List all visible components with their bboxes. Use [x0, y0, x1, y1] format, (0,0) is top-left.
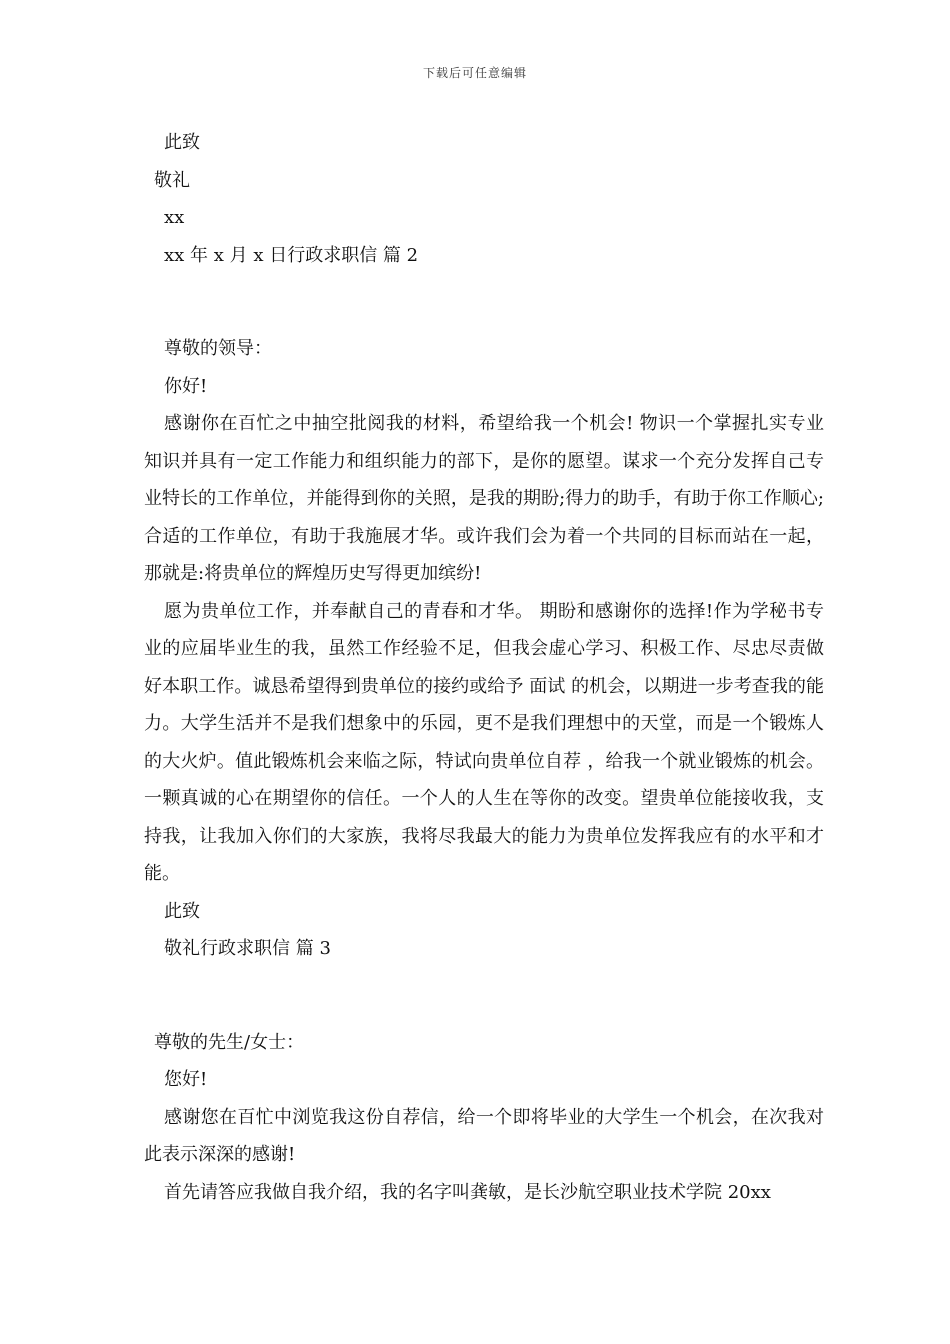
closing-regards: 敬礼 [154, 169, 190, 191]
date-and-section-title: xx 年 x 月 x 日行政求职信 篇 2 [164, 244, 419, 266]
signature: xx [164, 207, 185, 228]
spacer [144, 274, 824, 330]
letter3-greeting: 尊敬的先生/女士： [154, 1031, 305, 1053]
letter2-greeting: 尊敬的领导： [164, 338, 272, 359]
letter3-paragraph-2: 首先请答应我做自我介绍，我的名字叫龚敏，是长沙航空职业技术学院 20xx [164, 1181, 771, 1203]
letter3-hello: 您好! [164, 1069, 208, 1090]
letter2-paragraph-2: 愿为贵单位工作，并奉献自己的青春和才华。 期盼和感谢你的选择!作为学秘书专业的应届毕业生的我，虽然工作经验不足，但我会虚心学习、积极工作、尽忠尽责做好本职工作。诚恳希望得到贵单位的接约或给予 面试 的机会，以期进一步考查我的能力。大学生活并不是我们想象中的乐园，更不是我们理想中的天堂，而是一个锻炼人的大火炉。值此锻炼机会来临之际，特试向贵单位自荐 ，给我一个就业锻炼的机会。一颗真诚的心在期望你的信任。一个人的人生在等你的改变。望贵单位能接收我，支持我，让我加入你们的大家族，我将尽我最大的能力为贵单位发挥我应有的水平和才能。 [144, 600, 824, 884]
letter2-paragraph-1: 感谢你在百忙之中抽空批阅我的材料，希望给我一个机会! 物识一个掌握扎实专业知识并具有一定工作能力和组织能力的部下，是你的愿望。谋求一个充分发挥自己专业特长的工作单位，并能得到你的关照，是我的期盼;得力的助手，有助于你工作顺心;合适的工作单位，有助于我施展才华。或许我们会为着一个共同的目标而站在一起，那就是:将贵单位的辉煌历史写得更加缤纷! [144, 413, 824, 584]
document-body [144, 124, 824, 1211]
letter3-paragraph-1: 感谢您在百忙中浏览我这份自荐信，给一个即将毕业的大学生一个机会，在次我对此表示深深的感谢! [144, 1106, 824, 1165]
page-header: 下载后可任意编辑 [422, 66, 527, 80]
letter2-regards-and-section-title: 敬礼行政求职信 篇 3 [164, 938, 331, 959]
letter2-hello: 你好! [164, 375, 208, 397]
spacer [144, 968, 824, 1024]
letter2-salutation: 此致 [164, 900, 200, 922]
closing-salutation: 此致 [164, 132, 200, 153]
